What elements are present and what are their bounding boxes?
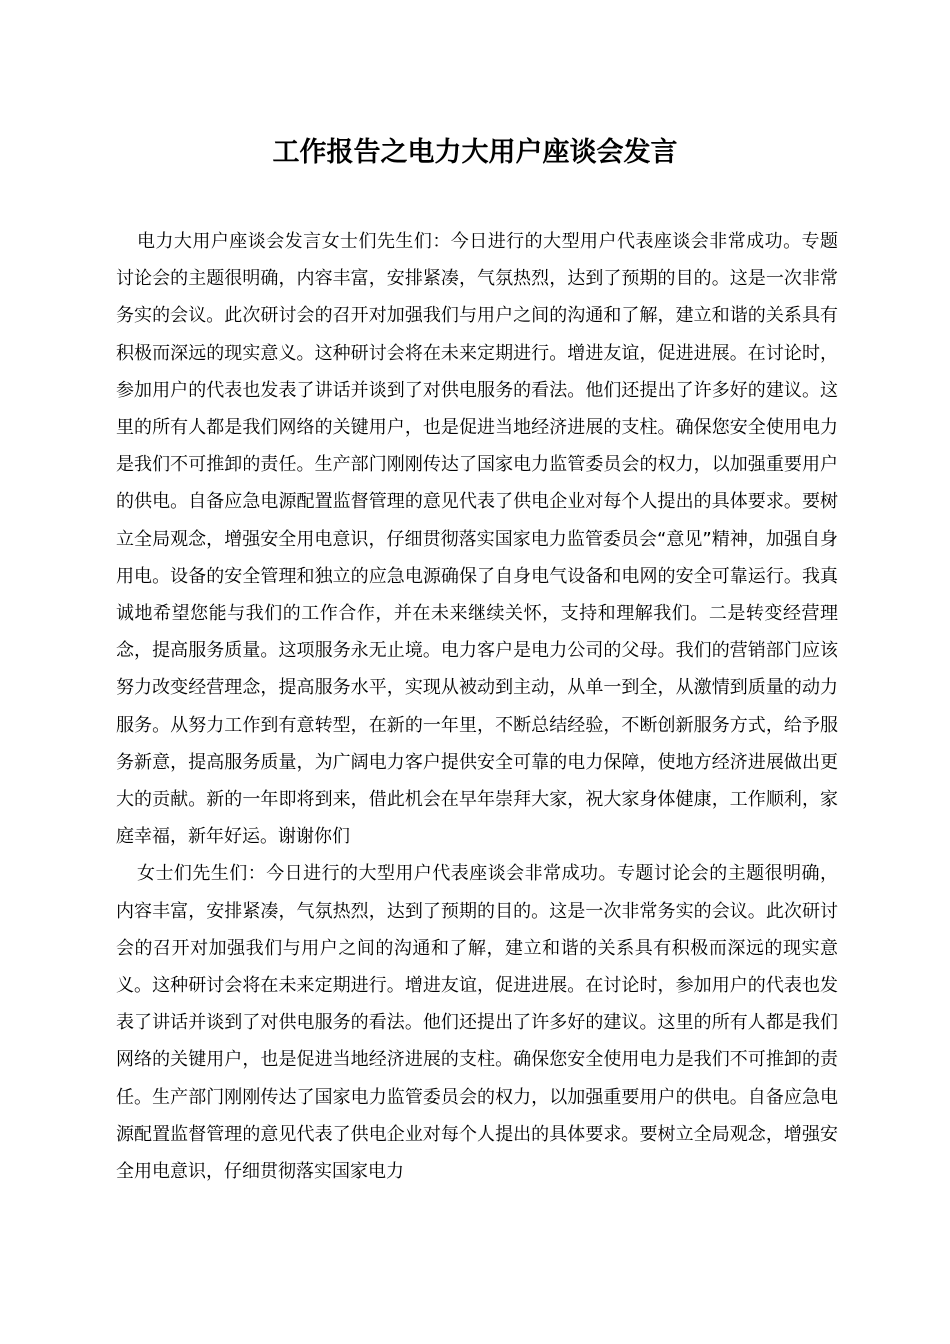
- paragraph-2: 女士们先生们：今日进行的大型用户代表座谈会非常成功。专题讨论会的主题很明确，内容丰富，安排紧凑，气氛热烈，达到了预期的目的。这是一次非常务实的会议。此次研讨会的召开对加强我们与用户之间的沟通和了解，建立和谐的关系具有积极而深远的现实意义。这种研讨会将在未来定期进行。增进友谊，促进进展。在讨论时，参加用户的代表也发表了讲话并谈到了对供电服务的看法。他们还提出了许多好的建议。这里的所有人都是我们网络的关键用户，也是促进当地经济进展的支柱。确保您安全使用电力是我们不可推卸的责任。生产部门刚刚传达了国家电力监管委员会的权力，以加强重要用户的供电。自备应急电源配置监督管理的意见代表了供电企业对每个人提出的具体要求。要树立全局观念，增强安全用电意识，仔细贯彻落实国家电力: [116, 863, 838, 1183]
- paragraph-1: 电力大用户座谈会发言女士们先生们：今日进行的大型用户代表座谈会非常成功。专题讨论会的主题很明确，内容丰富，安排紧凑，气氛热烈，达到了预期的目的。这是一次非常务实的会议。此次研讨会的召开对加强我们与用户之间的沟通和了解，建立和谐的关系具有积极而深远的现实意义。这种研讨会将在未来定期进行。增进友谊，促进进展。在讨论时，参加用户的代表也发表了讲话并谈到了对供电服务的看法。他们还提出了许多好的建议。这里的所有人都是我们网络的关键用户，也是促进当地经济进展的支柱。确保您安全使用电力是我们不可推卸的责任。生产部门刚刚传达了国家电力监管委员会的权力，以加强重要用户的供电。自备应急电源配置监督管理的意见代表了供电企业对每个人提出的具体要求。要树立全局观念，增强安全用电意识，仔细贯彻落实国家电力监管委员会“意见”精神，加强自身用电。设备的安全管理和独立的应急电源确保了自身电气设备和电网的安全可靠运行。我真诚地希望您能与我们的工作合作，并在未来继续关怀，支持和理解我们。二是转变经营理念，提高服务质量。这项服务永无止境。电力客户是电力公司的父母。我们的营销部门应该努力改变经营理念，提高服务水平，实现从被动到主动，从单一到全，从激情到质量的动力服务。从努力工作到有意转型，在新的一年里，不断总结经验，不断创新服务方式，给予服务新意，提高服务质量，为广阔电力客户提供安全可靠的电力保障，使地方经济进展做出更大的贡献。新的一年即将到来，借此机会在早年崇拜大家，祝大家身体健康，工作顺利，家庭幸福，新年好运。谢谢你们: [116, 231, 838, 848]
- document-body: [116, 223, 838, 1190]
- document-title: 工作报告之电力大用户座谈会发言: [272, 137, 678, 168]
